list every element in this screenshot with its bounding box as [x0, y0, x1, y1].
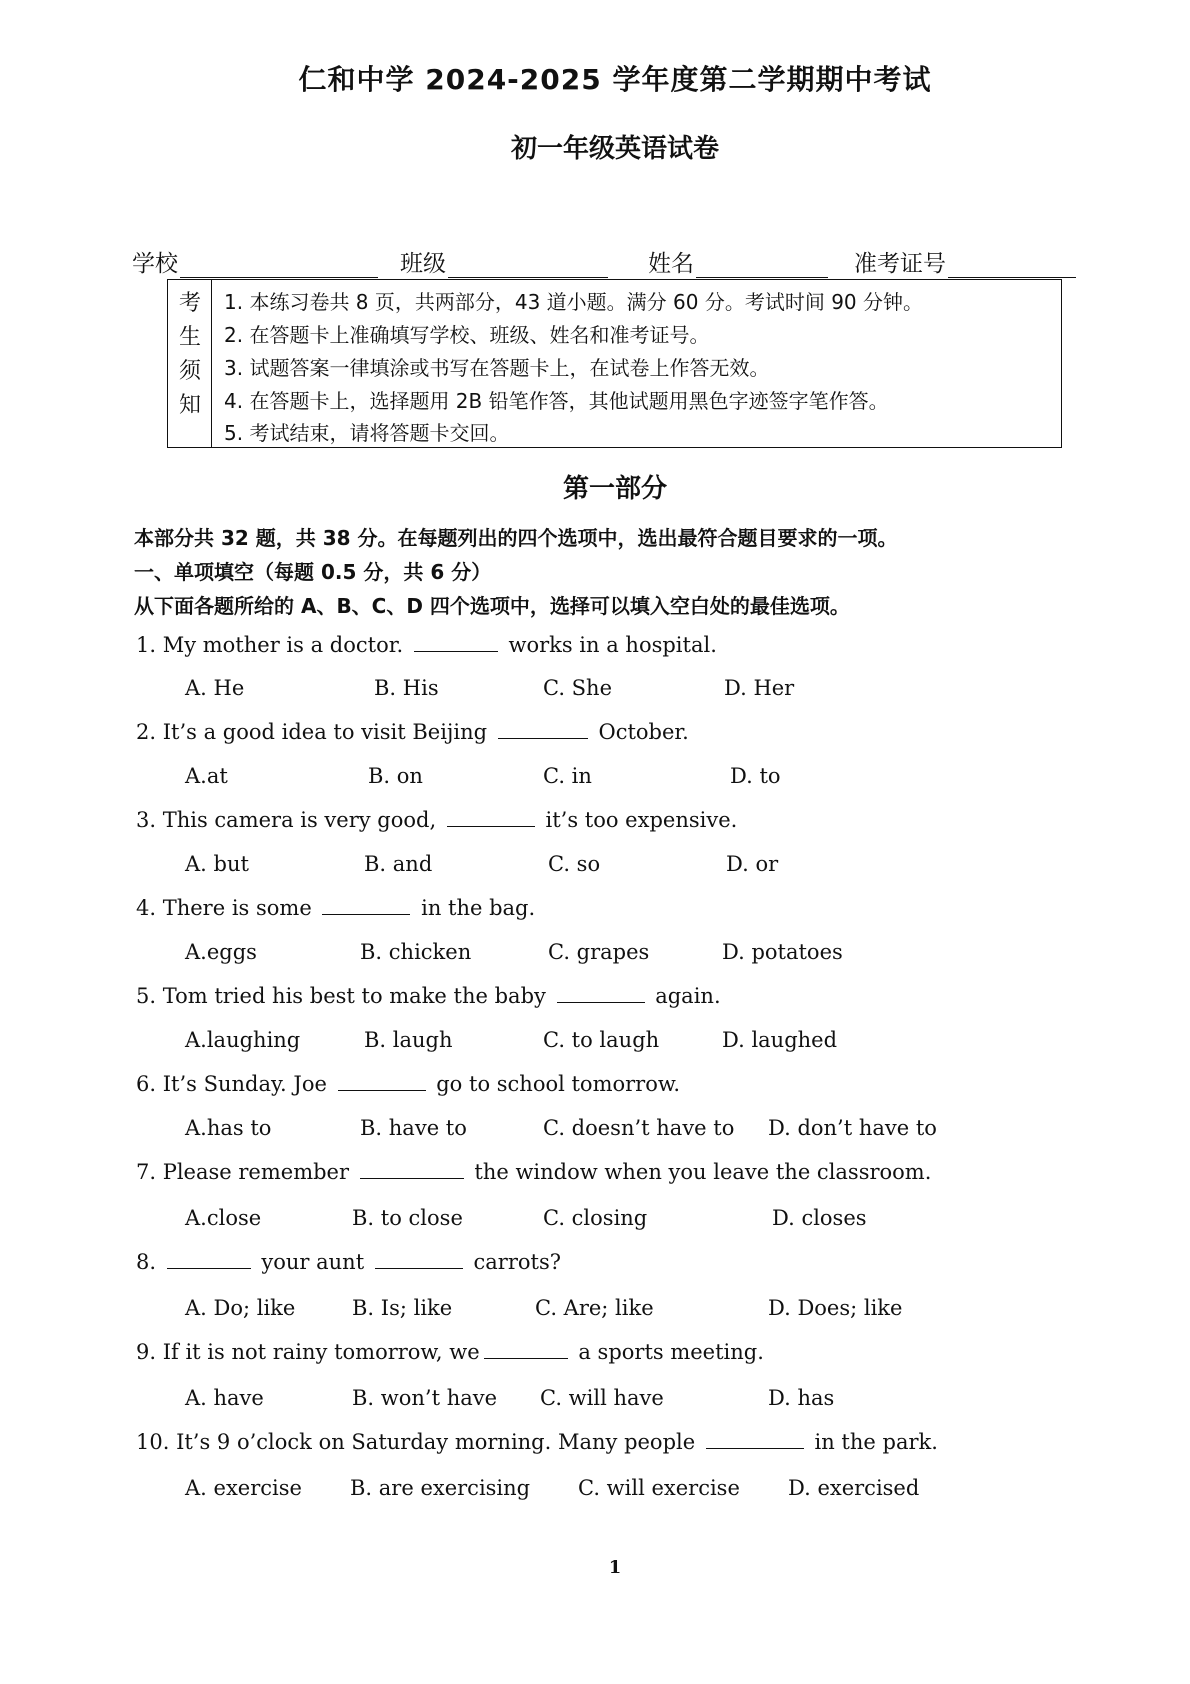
question-3 — [136, 808, 737, 832]
question-4-option-d: D. potatoes — [722, 940, 843, 964]
question-text: 8. — [136, 1250, 163, 1274]
question-text: October. — [591, 720, 689, 744]
section-title: 一、单项填空（每题 0.5 分，共 6 分） — [134, 560, 492, 584]
question-3-option-b: B. and — [364, 852, 433, 876]
notice-side-label — [168, 280, 212, 447]
question-4-option-c: C. grapes — [548, 940, 650, 964]
notice-rule: 2. 在答题卡上准确填写学校、班级、姓名和准考证号。 — [224, 323, 710, 347]
question-4-option-b: B. chicken — [360, 940, 472, 964]
school-label: 学校 — [132, 251, 178, 277]
question-text: 9. If it is not rainy tomorrow, we — [136, 1340, 480, 1364]
question-7-option-a: A.close — [185, 1206, 262, 1230]
question-2-option-b: B. on — [368, 764, 423, 788]
question-1-option-c: C. She — [543, 676, 613, 700]
question-10 — [136, 1430, 938, 1454]
question-text: in the park. — [807, 1430, 938, 1454]
answer-blank — [706, 1430, 804, 1449]
exam-subtitle: 初一年级英语试卷 — [510, 134, 719, 164]
question-8-option-d: D. Does; like — [768, 1296, 903, 1320]
answer-blank — [322, 896, 410, 915]
notice-side-char: 生 — [178, 325, 201, 350]
question-2-option-a: A.at — [185, 764, 228, 788]
answer-blank — [414, 633, 498, 652]
name-blank — [696, 253, 828, 278]
question-6-option-c: C. doesn’t have to — [543, 1116, 735, 1140]
answer-blank — [557, 984, 645, 1003]
question-text: the window when you leave the classroom. — [467, 1160, 932, 1184]
name-label: 姓名 — [648, 251, 694, 277]
school-field — [132, 245, 378, 278]
answer-blank — [167, 1250, 251, 1269]
question-9 — [136, 1340, 764, 1364]
school-blank — [180, 253, 378, 278]
answer-blank — [338, 1072, 426, 1091]
notice-rule: 4. 在答题卡上，选择题用 2B 铅笔作答，其他试题用黑色字迹签字笔作答。 — [224, 389, 889, 413]
question-5-option-b: B. laugh — [364, 1028, 453, 1052]
answer-blank — [484, 1340, 568, 1359]
question-8-option-a: A. Do; like — [185, 1296, 296, 1320]
question-text: 7. Please remember — [136, 1160, 356, 1184]
name-field — [648, 245, 828, 278]
exam-id-blank — [948, 253, 1076, 278]
question-text: 5. Tom tried his best to make the baby — [136, 984, 553, 1008]
question-10-option-a: A. exercise — [185, 1476, 302, 1500]
question-text: again. — [648, 984, 721, 1008]
answer-blank — [498, 720, 588, 739]
exam-id-label: 准考证号 — [854, 251, 946, 277]
notice-side-char: 知 — [178, 393, 201, 418]
question-9-option-c: C. will have — [540, 1386, 664, 1410]
question-2-option-d: D. to — [730, 764, 781, 788]
question-text: 10. It’s 9 o’clock on Saturday morning. Many people — [136, 1430, 702, 1454]
question-text: in the bag. — [414, 896, 536, 920]
question-1-option-b: B. His — [374, 676, 439, 700]
question-text: works in a hospital. — [501, 633, 717, 657]
exam-title: 仁和中学 2024-2025 学年度第二学期期中考试 — [298, 63, 932, 96]
question-2 — [136, 720, 689, 744]
question-10-option-d: D. exercised — [788, 1476, 920, 1500]
question-9-option-d: D. has — [768, 1386, 835, 1410]
question-8 — [136, 1250, 561, 1274]
question-text: go to school tomorrow. — [429, 1072, 681, 1096]
question-text: 3. This camera is very good, — [136, 808, 443, 832]
question-text: 4. There is some — [136, 896, 319, 920]
notice-side-char: 须 — [178, 359, 201, 384]
question-4 — [136, 896, 535, 920]
question-8-option-c: C. Are; like — [535, 1296, 654, 1320]
answer-blank — [360, 1160, 464, 1179]
question-9-option-a: A. have — [185, 1386, 264, 1410]
question-text: 2. It’s a good idea to visit Beijing — [136, 720, 494, 744]
question-3-option-a: A. but — [185, 852, 249, 876]
answer-blank — [447, 808, 535, 827]
notice-rule: 1. 本练习卷共 8 页，共两部分，43 道小题。满分 60 分。考试时间 90 分钟。 — [224, 290, 924, 314]
question-8-option-b: B. Is; like — [352, 1296, 453, 1320]
question-3-option-d: D. or — [726, 852, 779, 876]
part-one-intro: 本部分共 32 题，共 38 分。在每题列出的四个选项中，选出最符合题目要求的一项。 — [134, 526, 898, 550]
section-instruction: 从下面各题所给的 A、B、C、D 四个选项中，选择可以填入空白处的最佳选项。 — [134, 594, 850, 618]
question-5-option-d: D. laughed — [722, 1028, 838, 1052]
question-text: carrots? — [466, 1250, 561, 1274]
exam-notice-box — [167, 279, 1062, 448]
question-text: it’s too expensive. — [538, 808, 738, 832]
part-one-heading: 第一部分 — [562, 474, 667, 504]
question-7-option-c: C. closing — [543, 1206, 648, 1230]
question-text: 6. It’s Sunday. Joe — [136, 1072, 334, 1096]
class-blank — [448, 253, 608, 278]
question-5-option-a: A.laughing — [185, 1028, 301, 1052]
question-text: a sports meeting. — [571, 1340, 764, 1364]
notice-rule: 5. 考试结束，请将答题卡交回。 — [224, 421, 510, 445]
question-2-option-c: C. in — [543, 764, 592, 788]
question-10-option-b: B. are exercising — [350, 1476, 531, 1500]
page-number: 1 — [608, 1557, 622, 1578]
question-4-option-a: A.eggs — [185, 940, 257, 964]
question-6-option-b: B. have to — [360, 1116, 467, 1140]
question-text: 1. My mother is a doctor. — [136, 633, 410, 657]
question-9-option-b: B. won’t have — [352, 1386, 498, 1410]
notice-side-char: 考 — [178, 291, 201, 316]
notice-rule: 3. 试题答案一律填涂或书写在答题卡上，在试卷上作答无效。 — [224, 356, 770, 380]
question-5-option-c: C. to laugh — [543, 1028, 660, 1052]
question-5 — [136, 984, 721, 1008]
question-7-option-d: D. closes — [772, 1206, 867, 1230]
class-field — [400, 245, 608, 278]
answer-blank — [375, 1250, 463, 1269]
question-1-option-d: D. Her — [724, 676, 795, 700]
question-7-option-b: B. to close — [352, 1206, 463, 1230]
question-6 — [136, 1072, 680, 1096]
question-1-option-a: A. He — [185, 676, 245, 700]
question-10-option-c: C. will exercise — [578, 1476, 740, 1500]
question-7 — [136, 1160, 931, 1184]
question-3-option-c: C. so — [548, 852, 601, 876]
exam-id-field — [854, 245, 1076, 278]
question-6-option-a: A.has to — [185, 1116, 272, 1140]
question-6-option-d: D. don’t have to — [768, 1116, 937, 1140]
class-label: 班级 — [400, 251, 446, 277]
question-1 — [136, 633, 717, 657]
question-text: your aunt — [254, 1250, 371, 1274]
